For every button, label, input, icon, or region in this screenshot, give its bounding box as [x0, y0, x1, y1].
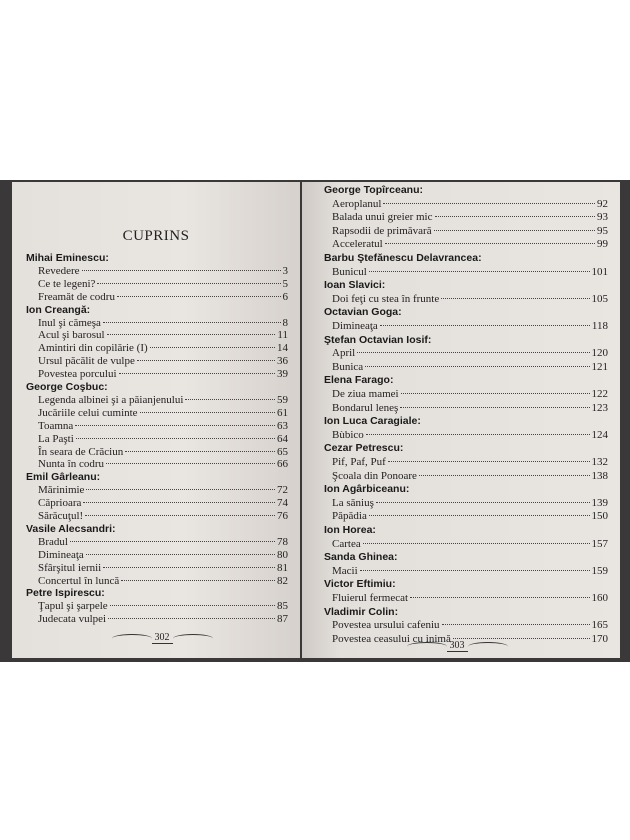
dot-leader	[70, 541, 275, 542]
toc-entry-title: Acceleratul	[332, 238, 383, 251]
toc-entry[interactable]	[332, 619, 608, 632]
page-number-footer	[402, 638, 512, 654]
toc-entry-title: Sfârşitul iernii	[38, 561, 102, 574]
toc-entry[interactable]	[38, 407, 288, 420]
toc-entry-page: 157	[591, 537, 608, 550]
toc-entry-title: Cartea	[332, 537, 361, 550]
toc-entry-title: Acul şi barosul	[38, 329, 105, 342]
toc-entry[interactable]	[38, 317, 288, 330]
dot-leader	[366, 434, 590, 435]
toc-entry[interactable]	[332, 592, 608, 605]
toc-author-heading: Ion Horea:	[324, 524, 376, 536]
toc-entry[interactable]	[38, 549, 288, 562]
toc-author-heading: Cezar Petrescu:	[324, 442, 404, 455]
toc-entry-title: Legenda albinei şi a păianjenului	[38, 393, 184, 406]
toc-author-heading: Octavian Goga:	[324, 306, 402, 319]
toc-entry[interactable]	[332, 347, 608, 360]
toc-entry-page: 76	[277, 510, 288, 522]
toc-entry-page: 14	[277, 342, 288, 355]
toc-entry-title: Păpădia	[332, 510, 367, 523]
toc-entry[interactable]	[38, 484, 288, 497]
ornament-right	[173, 634, 213, 643]
toc-entry-title: Judecata vulpei	[38, 613, 107, 626]
toc-author-heading: Ion Agârbiceanu:	[324, 483, 410, 496]
toc-entry[interactable]	[332, 320, 608, 333]
toc-author-heading: George Coşbuc:	[26, 381, 108, 393]
toc-entry-page: 87	[277, 613, 288, 626]
ornament-right	[468, 642, 508, 651]
dot-leader	[110, 605, 275, 606]
toc-entry-page: 138	[591, 469, 608, 482]
dot-leader	[103, 322, 281, 323]
dot-leader	[85, 515, 275, 516]
toc-entry[interactable]	[38, 291, 288, 304]
toc-entry-title: Povestea ursului cafeniu	[332, 619, 440, 632]
toc-entry-page: 36	[277, 355, 288, 368]
toc-entry-page: 92	[597, 197, 608, 210]
page-number: 302	[152, 632, 173, 644]
toc-entry-page: 72	[277, 484, 288, 497]
toc-entry-title: Jucăriile celui cuminte	[38, 406, 138, 419]
dot-leader	[103, 567, 275, 568]
dot-leader	[357, 352, 589, 353]
toc-entry[interactable]	[332, 456, 608, 469]
toc-entry-title: Doi feţi cu stea în frunte	[332, 292, 440, 305]
dot-leader	[400, 407, 589, 408]
dot-leader	[185, 399, 275, 400]
toc-entry-title: Revedere	[38, 264, 80, 277]
toc-entry-page: 66	[277, 458, 288, 471]
toc-entry-title: Freamăt de codru	[38, 290, 115, 303]
toc-entry[interactable]	[332, 238, 608, 251]
dot-leader	[376, 502, 590, 503]
dot-leader	[401, 393, 590, 394]
toc-entry-page: 120	[591, 347, 608, 360]
toc-entry-page: 3	[282, 264, 288, 277]
toc-entry-page: 85	[277, 600, 288, 613]
toc-entry[interactable]	[38, 510, 288, 523]
toc-entry-page: 64	[277, 432, 288, 445]
toc-entry-page: 160	[591, 592, 608, 604]
toc-entry-page: 124	[591, 428, 608, 441]
toc-entry-title: Fluierul fermecat	[332, 592, 409, 604]
dot-leader	[365, 366, 589, 367]
toc-entry[interactable]	[332, 266, 608, 279]
toc-entry-page: 101	[591, 265, 608, 278]
toc-entry-page: 95	[597, 224, 608, 237]
dot-leader	[435, 216, 596, 217]
dot-leader	[380, 325, 590, 326]
dot-leader	[385, 243, 595, 244]
dot-leader	[434, 230, 595, 231]
toc-entry-title: În seara de Crăciun	[38, 445, 124, 458]
dot-leader	[369, 515, 590, 516]
toc-entry-title: Pif, Paf, Puf	[332, 456, 386, 468]
toc-entry[interactable]	[38, 433, 288, 446]
toc-entry-page: 139	[591, 496, 608, 509]
toc-entry[interactable]	[332, 293, 608, 306]
toc-entry[interactable]	[38, 536, 288, 549]
toc-entry[interactable]	[38, 600, 288, 613]
ornament-left	[112, 634, 152, 643]
toc-entry-page: 39	[277, 368, 288, 381]
toc-entry[interactable]	[38, 562, 288, 575]
toc-author-heading: Petre Ispirescu:	[26, 587, 105, 600]
dot-leader	[442, 624, 590, 625]
toc-entry[interactable]	[332, 429, 608, 442]
toc-entry[interactable]	[38, 342, 288, 355]
ornament-left	[407, 642, 447, 651]
toc-entry-page: 105	[591, 292, 608, 305]
toc-entry-page: 63	[277, 419, 288, 432]
toc-entry-page: 81	[277, 561, 288, 574]
toc-author-heading: Emil Gârleanu:	[26, 471, 101, 484]
toc-entry-title: Aeroplanul	[332, 197, 382, 210]
toc-entry-title: Ursul păcălit de vulpe	[38, 355, 135, 368]
toc-entry[interactable]	[332, 388, 608, 401]
dot-leader	[410, 597, 589, 598]
dot-leader	[76, 438, 275, 439]
toc-entry[interactable]	[332, 211, 608, 224]
toc-entry[interactable]	[38, 497, 288, 510]
toc-entry-title: April	[332, 347, 356, 360]
dot-leader	[86, 554, 275, 555]
toc-entry-title: Bondarul leneş	[332, 401, 399, 414]
toc-entry-title: La Paşti	[38, 432, 74, 445]
toc-entry-title: Povestea ceasului cu inimă	[332, 632, 451, 645]
toc-entry-page: 6	[282, 290, 288, 303]
toc-entry-page: 5	[282, 277, 288, 290]
toc-entry-title: Amintiri din copilărie (I)	[38, 342, 148, 355]
toc-entry-page: 65	[277, 445, 288, 458]
toc-entry[interactable]	[38, 355, 288, 368]
toc-author-heading: Ion Creangă:	[26, 303, 91, 316]
toc-entry-page: 99	[597, 238, 608, 251]
toc-entry-page: 159	[591, 564, 608, 577]
dot-leader	[140, 412, 275, 413]
dot-leader	[117, 296, 281, 297]
dot-leader	[125, 451, 275, 452]
page-number-footer	[107, 630, 217, 646]
toc-entry-title: Ce te legeni?	[38, 277, 96, 290]
toc-entry-title: Inul şi cămeşa	[38, 316, 101, 329]
toc-author-heading: Vladimir Colin:	[324, 605, 399, 618]
dot-leader	[97, 283, 280, 284]
toc-entry-page: 123	[591, 401, 608, 414]
toc-entry-title: Dimineaţa	[38, 548, 84, 561]
page-title: CUPRINS	[122, 228, 190, 244]
toc-entry-title: Toamna	[38, 419, 74, 432]
toc-entry-title: Bradul	[38, 535, 68, 548]
toc-entry-title: Şcoala din Ponoare	[332, 469, 417, 482]
toc-author-heading: Ion Luca Caragiale:	[324, 415, 421, 428]
dot-leader	[360, 570, 590, 571]
toc-entry-title: Balada unui greier mic	[332, 211, 433, 224]
toc-entry-page: 82	[277, 574, 288, 587]
dot-leader	[369, 271, 590, 272]
dot-leader	[108, 618, 275, 619]
dot-leader	[121, 580, 275, 581]
toc-entry-page: 165	[591, 619, 608, 632]
toc-entry-title: La săniuş	[332, 496, 374, 509]
toc-entry-title: Macii	[332, 564, 358, 577]
toc-entry-page: 170	[591, 632, 608, 645]
open-book	[0, 180, 630, 662]
toc-entry-title: Ţapul şi şarpele	[38, 600, 108, 613]
toc-entry[interactable]	[38, 613, 288, 626]
toc-entry-title: Căprioara	[38, 497, 82, 510]
toc-entry-title: Mărinimie	[38, 484, 85, 497]
toc-entry[interactable]	[38, 265, 288, 278]
toc-entry[interactable]	[332, 565, 608, 578]
toc-entry[interactable]	[332, 510, 608, 523]
dot-leader	[106, 463, 275, 464]
toc-entry[interactable]	[332, 402, 608, 415]
toc-entry-page: 80	[277, 548, 288, 561]
toc-entry[interactable]	[38, 394, 288, 407]
toc-entry-page: 132	[591, 456, 608, 468]
toc-entry-title: Bunicul	[332, 265, 367, 278]
toc-author-heading: Victor Eftimiu:	[324, 578, 396, 591]
toc-entry-page: 150	[591, 510, 608, 523]
toc-entry[interactable]	[38, 278, 288, 291]
dot-leader	[83, 502, 275, 503]
dot-leader	[419, 475, 590, 476]
toc-entry[interactable]	[38, 575, 288, 588]
toc-author-heading: Vasile Alecsandri:	[26, 522, 116, 535]
toc-entry[interactable]	[38, 446, 288, 459]
toc-entry[interactable]	[332, 538, 608, 551]
toc-entry[interactable]	[38, 458, 288, 471]
toc-author-heading: George Topîrceanu:	[324, 184, 423, 196]
dot-leader	[137, 360, 275, 361]
toc-entry-page: 78	[277, 535, 288, 548]
toc-entry-page: 61	[277, 406, 288, 419]
toc-entry-page: 122	[591, 388, 608, 400]
toc-author-heading: Elena Farago:	[324, 374, 394, 387]
toc-entry-title: Concertul în luncă	[38, 574, 120, 587]
toc-entry[interactable]	[332, 198, 608, 211]
toc-entry-page: 11	[277, 329, 288, 342]
toc-entry-page: 121	[591, 360, 608, 373]
toc-entry-title: Dimineaţa	[332, 320, 378, 332]
right-page	[302, 182, 620, 658]
toc-entry[interactable]	[38, 368, 288, 381]
toc-entry-page: 59	[277, 393, 288, 406]
dot-leader	[119, 373, 275, 374]
dot-leader	[107, 334, 276, 335]
toc-entry[interactable]	[332, 497, 608, 510]
toc-entry[interactable]	[38, 329, 288, 342]
toc-entry-title: Nunta în codru	[38, 458, 104, 471]
toc-author-heading: Sanda Ghinea:	[324, 551, 398, 564]
toc-entry[interactable]	[332, 225, 608, 238]
toc-entry-title: Povestea porcului	[38, 368, 117, 381]
toc-entry-title: Sărăcuţul!	[38, 510, 84, 522]
dot-leader	[441, 298, 589, 299]
dot-leader	[363, 543, 590, 544]
toc-entry[interactable]	[38, 420, 288, 433]
toc-entry-page: 118	[591, 320, 608, 332]
dot-leader	[75, 425, 275, 426]
dot-leader	[383, 203, 595, 204]
page-number: 303	[447, 640, 468, 652]
toc-entry-page: 93	[597, 211, 608, 224]
dot-leader	[82, 270, 281, 271]
dot-leader	[150, 347, 275, 348]
dot-leader	[86, 489, 275, 490]
toc-author-heading: Barbu Ştefănescu Delavrancea:	[324, 252, 482, 264]
toc-entry-title: Rapsodii de primăvară	[332, 224, 432, 237]
toc-entry-page: 74	[277, 497, 288, 510]
toc-entry-title: Bunica	[332, 360, 364, 373]
toc-entry-page: 8	[282, 316, 288, 329]
toc-author-heading: Mihai Eminescu:	[26, 252, 109, 264]
toc-author-heading: Ioan Slavici:	[324, 279, 386, 292]
toc-author-heading: Ştefan Octavian Iosif:	[324, 333, 432, 346]
toc-entry[interactable]	[332, 361, 608, 374]
toc-entry-title: Bùbico	[332, 428, 364, 441]
dot-leader	[388, 461, 590, 462]
toc-entry[interactable]	[332, 470, 608, 483]
toc-entry-title: De ziua mamei	[332, 388, 399, 400]
left-page	[12, 182, 300, 658]
